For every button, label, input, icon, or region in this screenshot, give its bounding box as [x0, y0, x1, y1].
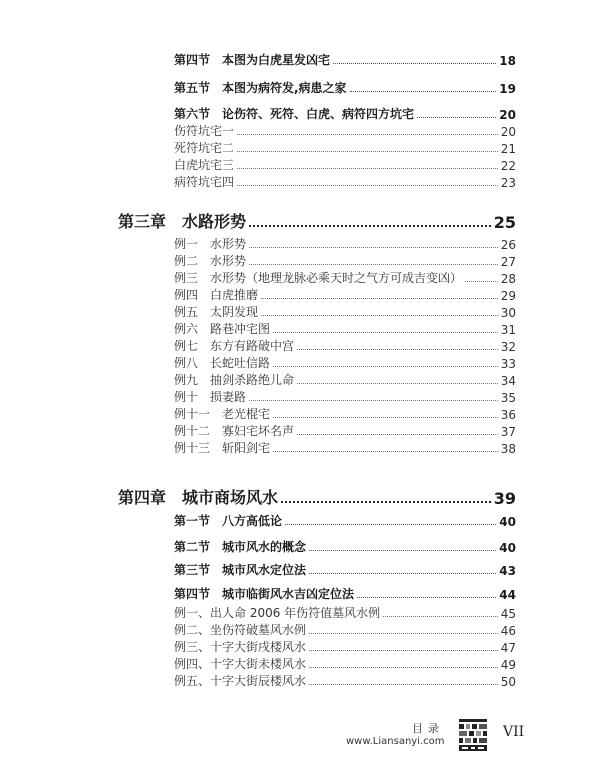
toc-entry-sub — [174, 673, 516, 689]
dot-leader — [249, 400, 498, 401]
toc-entry-title: 第二节 城市风水的概念 — [174, 540, 307, 554]
toc-entry-sub — [174, 304, 516, 320]
toc-entry-title: 例三 水形势（地理龙脉必乘天时之气方可成吉变凶） — [174, 271, 463, 285]
toc-entry-page: 50 — [500, 675, 516, 689]
toc-entry-sub — [174, 406, 516, 422]
toc-entry-page: 32 — [500, 340, 516, 354]
dot-leader — [309, 633, 498, 634]
toc-entry-title: 例四、十字大街未楼风水 — [174, 657, 307, 671]
toc-entry-page: 29 — [500, 289, 516, 303]
toc-entry-page: 47 — [500, 641, 516, 655]
toc-entry-title: 例九 抽剑杀路绝儿命 — [174, 373, 295, 387]
toc-entry-sec — [174, 539, 516, 555]
dot-leader — [309, 650, 498, 651]
toc-entry-sub — [174, 140, 516, 156]
dot-leader — [261, 315, 498, 316]
toc-entry-title: 例七 东方有路破中宫 — [174, 339, 295, 353]
footer-website-url: www.Liansanyi.com — [346, 736, 445, 747]
toc-entry-page: 44 — [499, 588, 516, 602]
toc-entry-title: 例三、十字大街戌楼风水 — [174, 640, 307, 654]
toc-entry-title: 例一、出人命 2006 年伤符值墓风水例 — [174, 606, 381, 620]
toc-entry-sub — [174, 236, 516, 252]
dot-leader — [261, 298, 498, 299]
toc-entry-page: 39 — [493, 489, 516, 508]
toc-entry-title: 死符坑宅二 — [174, 141, 235, 155]
toc-entry-sub — [174, 270, 516, 286]
toc-entry-page: 18 — [499, 54, 516, 68]
toc-entry-page: 25 — [493, 213, 516, 232]
toc-entry-sub — [174, 355, 516, 371]
toc-entry-sub — [174, 605, 516, 621]
dot-leader — [273, 332, 498, 333]
toc-entry-sub — [174, 321, 516, 337]
toc-entry-page: 20 — [499, 108, 516, 122]
toc-entry-page: 26 — [500, 238, 516, 252]
toc-entry-title: 例十三 斩阳剑宅 — [174, 441, 271, 455]
toc-entry-sub — [174, 253, 516, 269]
dot-leader — [417, 117, 496, 118]
toc-entry-sub — [174, 372, 516, 388]
toc-entry-title: 第一节 八方高低论 — [174, 514, 283, 528]
toc-entry-page: 31 — [500, 323, 516, 337]
toc-entry-page: 23 — [500, 176, 516, 190]
dot-leader — [285, 524, 496, 525]
toc-entry-title: 例二 水形势 — [174, 254, 247, 268]
dot-leader — [333, 63, 496, 64]
toc-entry-sub — [174, 123, 516, 139]
toc-entry-sub — [174, 656, 516, 672]
toc-entry-title: 例六 路巷冲宅图 — [174, 322, 271, 336]
toc-entry-sub — [174, 338, 516, 354]
toc-entry-chap — [118, 210, 516, 232]
toc-entry-title: 第四节 本图为白虎星发凶宅 — [174, 53, 331, 67]
toc-entry-title: 病符坑宅四 — [174, 175, 235, 189]
toc-entry-title: 第四节 城市临街风水吉凶定位法 — [174, 587, 355, 601]
toc-entry-sub — [174, 622, 516, 638]
toc-entry-page: 27 — [500, 255, 516, 269]
toc-entry-title: 伤符坑宅一 — [174, 124, 235, 138]
toc-entry-page: 19 — [499, 82, 516, 96]
toc-entry-chap — [118, 486, 516, 508]
dot-leader — [309, 667, 498, 668]
dot-leader — [297, 434, 498, 435]
dot-leader — [465, 281, 498, 282]
toc-entry-sub — [174, 287, 516, 303]
dot-leader — [249, 264, 498, 265]
toc-entry-title: 例五、十字大街辰楼风水 — [174, 674, 307, 688]
toc-entry-page: 37 — [500, 425, 516, 439]
toc-entry-title: 白虎坑宅三 — [174, 158, 235, 172]
toc-entry-page: 33 — [500, 357, 516, 371]
toc-entry-title: 第四章 城市商场风水 — [118, 488, 279, 507]
dot-leader — [309, 573, 496, 574]
dot-leader — [350, 91, 497, 92]
dot-leader — [273, 417, 498, 418]
toc-entry-title: 例二、坐伤符破墓风水例 — [174, 623, 307, 637]
dot-leader — [273, 366, 498, 367]
toc-entry-page: 21 — [500, 142, 516, 156]
toc-entry-sec — [174, 562, 516, 578]
dot-leader — [297, 349, 498, 350]
toc-entry-page: 35 — [500, 391, 516, 405]
toc-entry-title: 例十一 老光棍宅 — [174, 407, 271, 421]
toc-entry-page: 40 — [499, 515, 516, 529]
page-number: VII — [503, 724, 525, 740]
toc-entry-title: 例八 长蛇吐信路 — [174, 356, 271, 370]
toc-entry-title: 例四 白虎推磨 — [174, 288, 259, 302]
dot-leader — [237, 134, 498, 135]
toc-entry-title: 第三节 城市风水定位法 — [174, 563, 307, 577]
toc-entry-page: 40 — [499, 541, 516, 555]
dot-leader — [309, 550, 496, 551]
dot-leader — [237, 185, 498, 186]
dot-leader — [383, 616, 498, 617]
dot-leader — [249, 247, 498, 248]
toc-entry-sec — [174, 52, 516, 68]
dot-leader — [309, 684, 498, 685]
toc-entry-page: 49 — [500, 658, 516, 672]
toc-entry-page: 34 — [500, 374, 516, 388]
toc-entry-page: 45 — [500, 607, 516, 621]
toc-entry-title: 例一 水形势 — [174, 237, 247, 251]
publisher-logo-icon — [458, 718, 488, 752]
toc-entry-sub — [174, 389, 516, 405]
toc-entry-sec — [174, 586, 516, 602]
toc-entry-page: 20 — [500, 125, 516, 139]
toc-entry-sub — [174, 440, 516, 456]
toc-entry-title: 例十 损妻路 — [174, 390, 247, 404]
dot-leader — [237, 168, 498, 169]
footer-section-label: 目录 — [412, 722, 444, 735]
dot-leader — [281, 501, 491, 503]
dot-leader — [297, 383, 498, 384]
dot-leader — [273, 451, 498, 452]
toc-entry-title: 第三章 水路形势 — [118, 212, 247, 231]
toc-entry-title: 第六节 论伤符、死符、白虎、病符四方坑宅 — [174, 107, 415, 121]
toc-entry-sec — [174, 513, 516, 529]
toc-entry-sub — [174, 174, 516, 190]
toc-entry-title: 例十二 寡妇宅坏名声 — [174, 424, 295, 438]
toc-entry-page: 28 — [500, 272, 516, 286]
toc-entry-page: 36 — [500, 408, 516, 422]
toc-entry-title: 第五节 本图为病符发,病患之家 — [174, 81, 347, 95]
toc-entry-page: 30 — [500, 306, 516, 320]
toc-entry-sub — [174, 157, 516, 173]
toc-entry-sec — [174, 106, 516, 122]
dot-leader — [249, 225, 491, 227]
toc-entry-sub — [174, 423, 516, 439]
toc-entry-title: 例五 太阴发现 — [174, 305, 259, 319]
toc-entry-page: 22 — [500, 159, 516, 173]
toc-entry-sub — [174, 639, 516, 655]
toc-entry-page: 38 — [500, 442, 516, 456]
dot-leader — [237, 151, 498, 152]
toc-entry-page: 43 — [499, 564, 516, 578]
toc-entry-sec — [174, 80, 516, 96]
dot-leader — [357, 597, 496, 598]
toc-entry-page: 46 — [500, 624, 516, 638]
